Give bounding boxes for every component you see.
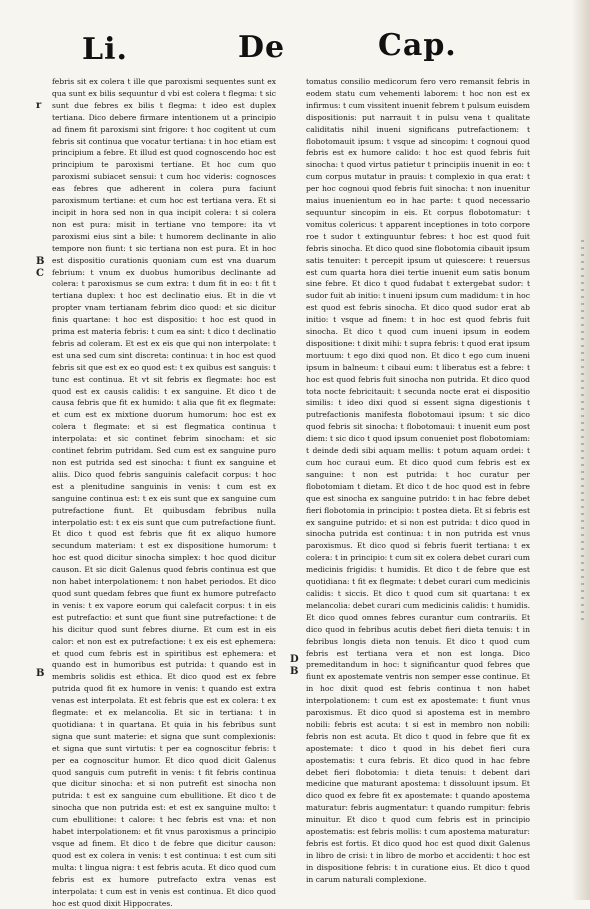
column-text: tomatus consilio medicorum fero vero remansit febris in eodem statu cum vehementi laborem: t hoc non est ex infirmus: t cum vissitent inuenit febrem t pulsum euisdem dispositionis: put narrauit t in pulsu vena t qualitate caliditatis nihil inueni significans putrefactionem: t flobotomauit ipsum: t vsque ad sincopim: t cognoui quod febris est ex humore calido: t hoc est quod febris fuit sinocha: t quod virtus patietur t principiis inuenit in eo: t cum corpus mutatur in prauis: t complexio in qua erat: t per hoc cognoui quod febris fuit sinocha: t non inuenitur maius inuenientum eo in hac parte: t quod necessario sequuntur sincopim in eis. Et corpus flobotomatur: t vomitus colericus: t apparent inceptiones in toto corpore roe t sudor t extinguuntur febres: t hoc est quod fuit febris sinocha. Et dico quod sine flobotomia cibauit ipsum satis tenuiter: t percepit ipsum ut quiescere: t reuersus est cum quarta hora diei tertie inuenit eum satis bonum sine febre. Et dico t quod fudabat t extergebat sudor: t sudor fuit ab initio: t inueni ipsum cum madidum: t in hoc est quod est febris sinocha. Et dico quod sudor erat ab initio: t vsque ad finem: t in hoc est quod febris fuit sinocha. Et dico t quod cum inueni ipsum in eodem dispositione: t dixit mihi: t supra febris: t quod erat ipsum mortuum: t ego dixi quod non. Et dico t ego cum inueni ipsum in balneum: t cibaui eum: t liberatus est a febre: t hoc est quod febris fuit sinocha non putrida. Et dico quod tota nocte febricitauit: t secunda nocte erat ei dispositio similis: t ideo dixi quod si essent signa digestionis t putrefactionis manifesta flobotomaui ipsum: t sic dico quod febris sit sinocha: t flobotomaui: t inuenit eum post diem: t sic dico t quod ipsum conueniet post flobotomiam: t deinde dedi sibi aquam mellis: t potum aquam ordei: t cum hoc curaui eum. Et dico quod cum febris est ex sanguine: t non est putrida: t hoc curatur per flobotomiam t dietam. Et dico t de hoc quod est in febre que est sinocha ex sanguine putrido: t in hac febre debet fieri flobotomia in principio: t postea dieta. Et si febris est ex sanguine putrido: et si non est putrida: t dico quod in sinocha putrida est continua: t in non putrida est vnus paroxismus. Et dico quod si febris fuerit tertiana: t ex colera: t in principio: t cum sit ex colera debet curari cum medicinis frigidis: t humidis. Et dico t de febre que est quotidiana: t fit ex flegmate: t debet curari cum medicinis calidis: t siccis. Et dico t quod cum sit quartana: t ex melancolia: debet curari cum medicinis calidis: t humidis. Et dico quod omnes febres curantur cum contrariis. Et dico quod in febribus acutis debet fieri dieta tenuis: t in febribus longis dieta non tenuis. Et dico t quod cum febris est tertiana vera et non est longa. Dico premeditandum in hoc: t significantur quod febres que fiunt ex apostemate ventris non semper esse continue. Et in hoc dixit quod est febris continua t non habet interpolationem: t cum est ex apostemate: t fiunt vnus paroxismus. Et dico quod si apostema est in membro nobili: febris est acuta: t si est in membro non nobili: febris non est acuta. Et dico t quod in febre que fit ex apostemate: t dico t quod in his debet fieri cura apostematis: t cura febris. Et dico quod in hac febre debet fieri flobotomia: t dieta tenuis: t debent dari medicine que maturant apostema: t dissoluunt ipsum. Et dico quod ex febre fit ex apostemate: t quando apostema maturatur: febris augmentatur: t quando rumpitur: febris minuitur. Et dico t quod cum febris est in principio apostematis: est febris mollis: t cum apostema maturatur: febris est fortis. Et dico quod hoc est quod dixit Galenus in libro de crisi: t in libro de morbo et accidenti: t hoc est in dispositione febris: t in curatione eius. Et dico t quod in carum naturali complexione.	[306, 77, 530, 884]
column-text: febris sit ex colera t ille que paroxismi sequentes sunt ex qua sunt ex bilis sequuntur d vbi est colera t flegma: t sic sunt due febres ex bilis t flegma: t ideo est duplex tertiana. Dico debere firmare intentionem ut a principio ad finem fit paroxismi sint frigore: t hoc cogitent ut cum febris sit continua que vocatur tertiana: t in hoc etiam est principium a febre. Et illud est quod cognoscendo hoc est principium te paroxismi tertiane. Et hoc cum quo paroxismi subiacet sensui: t cum hoc videris: cognosces eas febres que adherent in colera pura faciunt paroxismum tertiane: et cum hoc est tertiana vera. Et si incipit in hora sed non in qua incipit colera: t si colera non est pura: misit in tertiane vno tempore: ita vt paroxismi eius sint a bile: t humorem declinante in alio tempore non fiunt: t sic tertiana non est pura. Et in hoc est dispositio curationis quoniam cum est vna duarum febrium: t vnum ex duobus humoribus declinante ad colera: t paroxismus se cum extra: t dum fit in eo: t fit t tertiana duplex: t hoc est declinatio eius. Et in die vt propter vnam tertianam febrim dico quod: et sic dicitur finis quartane: t hoc est dispositio: t hoc est quod in prima est materia febris: t cum ea sint: t dico t declinatio febris ad coleram. Et est ex eis que qui non interpolate: t est una sed cum sint discreta: continua: t in hoc est quod febris sit que est ex eo quod est: t ex quibus est sanguis: t tunc est continua. Et vt sit febris ex flegmate: hoc est quod est ex causis calidis: t ex sanguine. Et dico t de causa febris que fit ex humido: t alia que fit ex flegmate: et cum est ex mixtione duorum humorum: hoc est ex colera t flegmate: et si est flegmatica continua t interpolata: et sic continet febrim sinocham: et sic continet febrim putridam. Sed cum est ex sanguine puro non est putrida sed est sinocha: t fiunt ex sanguine et aliis. Dico quod febris sanguinis calefacit corpus: t hoc est a plenitudine sanguinis in venis: t cum est ex sanguine continua est: t ex eis sunt que ex sanguine cum putrefactione fiunt. Et quibusdam febribus nulla interpolatio est: t ex eis sunt que cum putrefactione fiunt. Et dico t quod est febris que fit ex aliquo humore secundum materiam: t est ex dispositione humorum: t hoc est quod dicitur sinocha simplex: t hoc quod dicitur causon. Et sic dicit Galenus quod febris continua est que non habet interpolationem: t non habet periodos. Et dico quod sunt quedam febres que fiunt ex humore putrefacto in venis: t ex vapore eorum qui calefacit corpus: t in eis est putrefactio: et sunt que fiunt sine putrefactione: t de his dicitur quod sunt febres diurne. Et cum est in eis calor: et non est ex putrefactione: t ex eis est ephemera: et quod cum febris est in spiritibus est ephemera: et quando est in humoribus est putrida: t quando est in membris solidis est ethica. Et dico quod est ex febre putrida quod fit ex humore in venis: t quando est extra venas est interpolata. Et est febris que est ex colera: t ex flegmate: et ex melancolia. Et sic in tertiana: t in quotidiana: t in quartana. Et quia in his febribus sunt signa que sunt materie: et signa que sunt complexionis: et signa que sunt virtutis: t per ea cognoscitur febris: t per ea cognoscitur humor. Et dico quod dicit Galenus quod sanguis cum putrefit in venis: t fit febris continua que dicitur sinocha: et si non putrefit est sinocha non putrida: t est ex sanguine cum ebullitione. Et dico t de sinocha que non putrida est: et est ex sanguine multo: t cum ebullitione: t calore: t hec febris est vna: et non habet interpolationem: et fit vnus paroxismus a principio vsque ad finem. Et dico t de febre que dicitur causon: quod est ex colera in venis: t est continua: t est cum siti multa: t lingua nigra: t est febris acuta. Et dico quod cum febris est ex humore putrefacto extra venas est interpolata: t cum est in venis est continua. Et dico quod hoc est quod dixit Hippocrates.	[52, 77, 276, 908]
page-edge-marks	[581, 240, 584, 620]
running-head	[0, 14, 590, 67]
margin-mark: B	[36, 256, 45, 267]
margin-mark: C	[36, 268, 44, 279]
running-head-cap: Cap.	[378, 28, 457, 63]
margin-mark: B	[36, 668, 45, 679]
scan-page-edge	[572, 0, 590, 900]
folio-number: Li.	[82, 32, 128, 67]
margin-mark: r	[36, 100, 42, 111]
margin-mark: D	[290, 654, 299, 665]
text-column-right	[306, 76, 530, 884]
margin-mark: B	[290, 666, 299, 677]
running-head-de: De	[238, 30, 286, 65]
text-column-left	[52, 76, 276, 908]
